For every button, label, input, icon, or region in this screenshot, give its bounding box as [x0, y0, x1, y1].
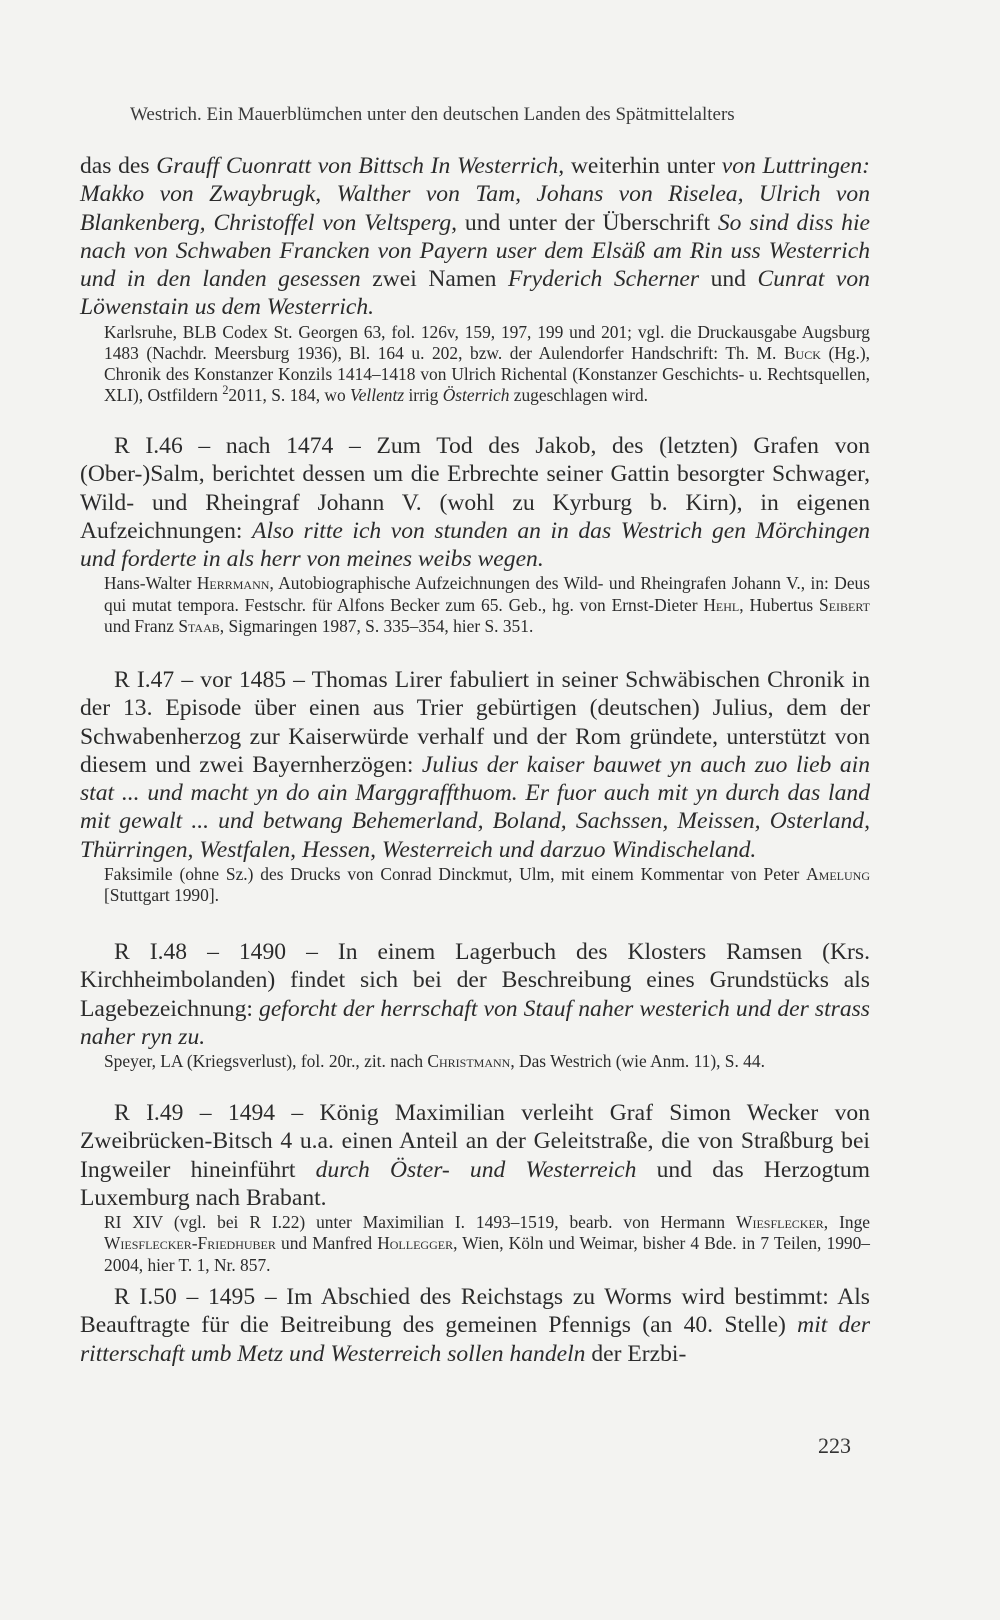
author-name: Seibert [819, 594, 870, 615]
entry-footnote: Hans-Walter Herrmann, Autobiographische Aufzeichnungen des Wild- und Rheingrafen Johann V., in: Deus qui mutat tempora. Festschr. für Alfons Becker zum 65. Geb., hg. von Ernst-Dieter Hehl, Hubertus Seibert und Franz Staab, Sigmaringen 1987, S. 335–354, hier S. 351. [104, 573, 871, 636]
author-name: Herrmann [196, 573, 270, 594]
italic-quote: geforcht der herrschaft von Stauf naher westerich und der strass naher ryn zu. [80, 995, 870, 1050]
entry-r-i-48 [80, 938, 870, 1072]
author-name: Christmann [427, 1051, 511, 1072]
entry-footnote: Karlsruhe, BLB Codex St. Georgen 63, fol. 126v, 159, 197, 199 und 201; vgl. die Druckausgabe Augsburg 1483 (Nachdr. Meersburg 1936), Bl. 164 u. 202, bzw. der Aulendorfer Handschrift: Th. M. Buck (Hg.), Chronik des Konstanzer Konzils 1414–1418 von Ulrich Richental (Konstanzer Geschichts- u. Rechtsquellen, XLI), Ostfildern $^2$2011, S. 184, wo Vellentz irrig Österrich zugeschlagen wird. [104, 321, 870, 406]
author-name: Staab [178, 615, 220, 636]
entry-text: R I.50 – 1495 – Im Abschied des Reichstags zu Worms wird bestimmt: Als Beauftragte für die Beitreibung des gemeinen Pfennigs (an 40. Stelle) mit der ritterschaft umb Metz und Westerreich sollen handeln der Erzbi- [80, 1284, 870, 1367]
entry-intro [80, 152, 870, 407]
author-name: Hehl [703, 594, 740, 615]
italic-quote: Grauff Cuonratt von Bittsch In Westerrich, [156, 153, 565, 179]
italic-quote: Fryderich Scherner [508, 266, 700, 293]
italic-quote: mit der ritterschaft umb Metz und Westerreich sollen handeln [80, 1312, 870, 1367]
entry-text: R I.49 – 1494 – König Maximilian verleiht Graf Simon Wecker von Zweibrücken-Bitsch 4 u.a. einen Anteil an der Geleitstraße, die von Straßburg bei Ingweiler hineinführt durch Öster- und Westerreich und das Herzogtum Luxemburg nach Brabant. [80, 1100, 870, 1211]
italic-quote: Cunrat von Löwenstain us dem Westerrich. [80, 266, 870, 321]
italic-quote: von Luttringen: Makko von Zwaybrugk, Walther von Tam, Johans von Riselea, Ulrich von Blankenberg, Christoffel von Veltsperg, [80, 153, 870, 236]
entry-text: R I.48 – 1490 – In einem Lagerbuch des Klosters Ramsen (Krs. Kirchheimbolanden) findet sich bei der Beschreibung eines Grundstücks als Lagebezeichnung: geforcht der herrschaft von Stauf naher westerich und der strass naher ryn zu. [80, 939, 870, 1050]
italic-quote: So sind diss hie nach von Schwaben Francken von Payern user dem Elsäß am Rin uss Westerrich und in den landen gesessen [80, 209, 870, 293]
author-name: Amelung [806, 864, 870, 885]
entry-footnote: Speyer, LA (Kriegsverlust), fol. 20r., zit. nach Christmann, Das Westrich (wie Anm. 11), S. 44. [104, 1051, 765, 1072]
author-name: Wiesflecker-Friedhuber [104, 1233, 276, 1254]
entry-text: das des Grauff Cuonratt von Bittsch In Westerrich, weiterhin unter von Luttringen: Makko von Zwaybrugk, Walther von Tam, Johans von Riselea, Ulrich von Blankenberg, Christoffel von Veltsperg, und unter der Überschrift So sind diss hie nach von Schwaben Francken von Payern user dem Elsäß am Rin uss Westerrich und in den landen gesessen zwei Namen Fryderich Scherner und Cunrat von Löwenstain us dem Westerrich. [80, 153, 870, 321]
running-head: Westrich. Ein Mauerblümchen unter den deutschen Landen des Spätmittelalters [130, 104, 735, 125]
entry-r-i-50 [80, 1283, 870, 1368]
author-name: Hollegger [377, 1233, 454, 1254]
entry-r-i-47 [80, 666, 870, 906]
entry-text: R I.47 – vor 1485 – Thomas Lirer fabuliert in seiner Schwäbischen Chronik in der 13. Episode über einen aus Trier gebürtigen (deutschen) Julius, dem der Schwabenherzog zur Kaiserwürde verhalf und der Rom gründete, unterstützt von diesem und zwei Bayernherzögen: Julius der kaiser bauwet yn auch zuo lieb ain stat ... und macht yn do ain Marggraffthuom. Er fuor auch mit yn durch das land mit gewalt ... und betwang Behemerland, Boland, Sachssen, Meissen, Osterland, Thürringen, Westfalen, Hessen, Westerreich und darzuo Windischeland. [80, 667, 871, 863]
entry-footnote: Faksimile (ohne Sz.) des Drucks von Conrad Dinckmut, Ulm, mit einem Kommentar von Peter Amelung [Stuttgart 1990]. [104, 864, 870, 906]
author-name: Wiesflecker [736, 1212, 824, 1233]
italic-quote: Julius der kaiser bauwet yn auch zuo lieb ain stat ... und macht yn do ain Marggraffthuom. Er fuor auch mit yn durch das land mit gewalt ... und betwang Behemerland, Boland, Sachssen, Meissen, Osterland, Thürringen, Westfalen, Hessen, Westerreich und darzuo Windischeland. [80, 751, 871, 863]
entry-text: R I.46 – nach 1474 – Zum Tod des Jakob, des (letzten) Grafen von (Ober-)Salm, berichtet dessen um die Erbrechte seiner Gattin besorgter Schwager, Wild- und Rheingraf Johann V. (wohl zu Kyrburg b. Kirn), in eigenen Aufzeichnungen: Also ritte ich von stunden an in das Westrich gen Mörchingen und forderte in als herr von meines weibs wegen. [80, 433, 871, 573]
italic-quote: Österrich [442, 385, 510, 406]
entry-r-i-46 [80, 432, 870, 637]
entry-footnote: RI XIV (vgl. bei R I.22) unter Maximilian I. 1493–1519, bearb. von Hermann Wiesflecker, Inge Wiesflecker-Friedhuber und Manfred Hollegger, Wien, Köln und Weimar, bisher 4 Bde. in 7 Teilen, 1990–2004, hier T. 1, Nr. 857. [104, 1212, 870, 1275]
italic-quote: durch Öster- und Westerreich [315, 1156, 637, 1183]
entry-r-i-49 [80, 1099, 870, 1276]
edition-superscript: 2 [222, 383, 229, 398]
author-name: Buck [783, 342, 821, 363]
page-number: 223 [818, 1433, 851, 1458]
italic-quote: Also ritte ich von stunden an in das Westrich gen Mörchingen und forderte in als herr von meines weibs wegen. [80, 517, 871, 573]
italic-quote: Vellentz [350, 385, 405, 406]
